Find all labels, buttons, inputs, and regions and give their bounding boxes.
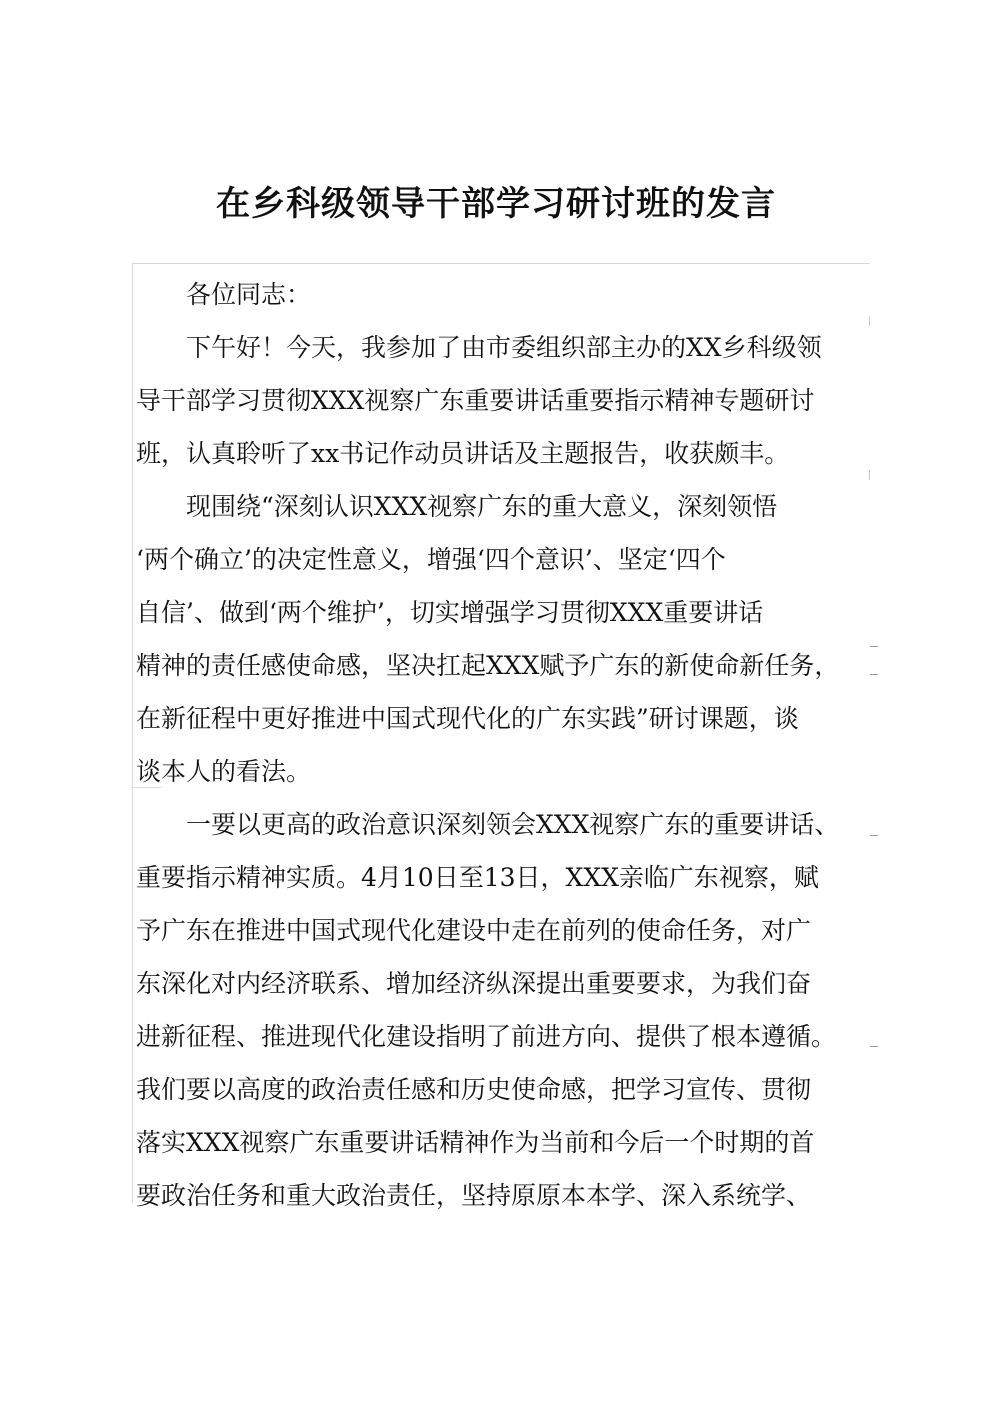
text-line: 班，认真聆听了xx书记作动员讲话及主题报告，收获颇丰。	[136, 439, 790, 468]
text-line: 重要指示精神实质。4月10日至13日，XXX亲临广东视察，赋	[136, 863, 819, 892]
document-title: 在乡科级领导干部学习研讨班的发言	[216, 184, 776, 224]
line-end-mark	[870, 674, 878, 675]
line-end-mark	[870, 835, 878, 836]
text-line: 落实XXX视察广东重要讲话精神作为当前和今后一个时期的首	[136, 1128, 815, 1157]
margin-guide-top	[132, 263, 870, 264]
text-line: 现围绕“深刻认识XXX视察广东的重大意义，深刻领悟	[186, 492, 778, 521]
text-line: 在新征程中更好推进中国式现代化的广东实践”研讨课题，谈	[136, 704, 799, 733]
paragraph-point-one	[136, 798, 864, 1222]
text-line: 自信’、做到‘两个维护’，切实增强学习贯彻XXX重要讲话	[136, 598, 764, 627]
text-line: 东深化对内经济联系、增加经济纵深提出重要要求，为我们奋	[136, 969, 812, 998]
line-end-mark	[870, 646, 878, 647]
margin-mark	[869, 470, 870, 480]
text-line: ‘两个确立’的决定性意义，增强‘四个意识’、坚定‘四个	[136, 545, 726, 574]
text-line: 我们要以高度的政治责任感和历史使命感，把学习宣传、贯彻	[136, 1075, 812, 1104]
salutation: 各位同志：	[186, 280, 312, 309]
margin-guide-left	[132, 263, 133, 1203]
document-body	[136, 268, 864, 1222]
text-line: 精神的责任感使命感，坚决扛起XXX赋予广东的新使命新任务，	[136, 651, 840, 680]
text-line: 一要以更高的政治意识深刻领会XXX视察广东的重要讲话、	[186, 810, 840, 839]
text-line: 下午好！今天，我参加了由市委组织部主办的XX乡科级领	[186, 333, 822, 362]
text-line: 进新征程、推进现代化建设指明了前进方向、提供了根本遵循。	[136, 1022, 837, 1051]
line-end-mark	[870, 1046, 878, 1047]
text-line: 谈本人的看法。	[136, 757, 312, 786]
paragraph-greeting	[136, 321, 864, 480]
margin-mark	[869, 316, 870, 326]
text-line: 要政治任务和重大政治责任，坚持原原本本学、深入系统学、	[136, 1181, 812, 1210]
text-line: 导干部学习贯彻XXX视察广东重要讲话重要指示精神专题研讨	[136, 386, 815, 415]
text-line: 予广东在推进中国式现代化建设中走在前列的使命任务，对广	[136, 916, 812, 945]
paragraph-topic	[136, 480, 864, 798]
